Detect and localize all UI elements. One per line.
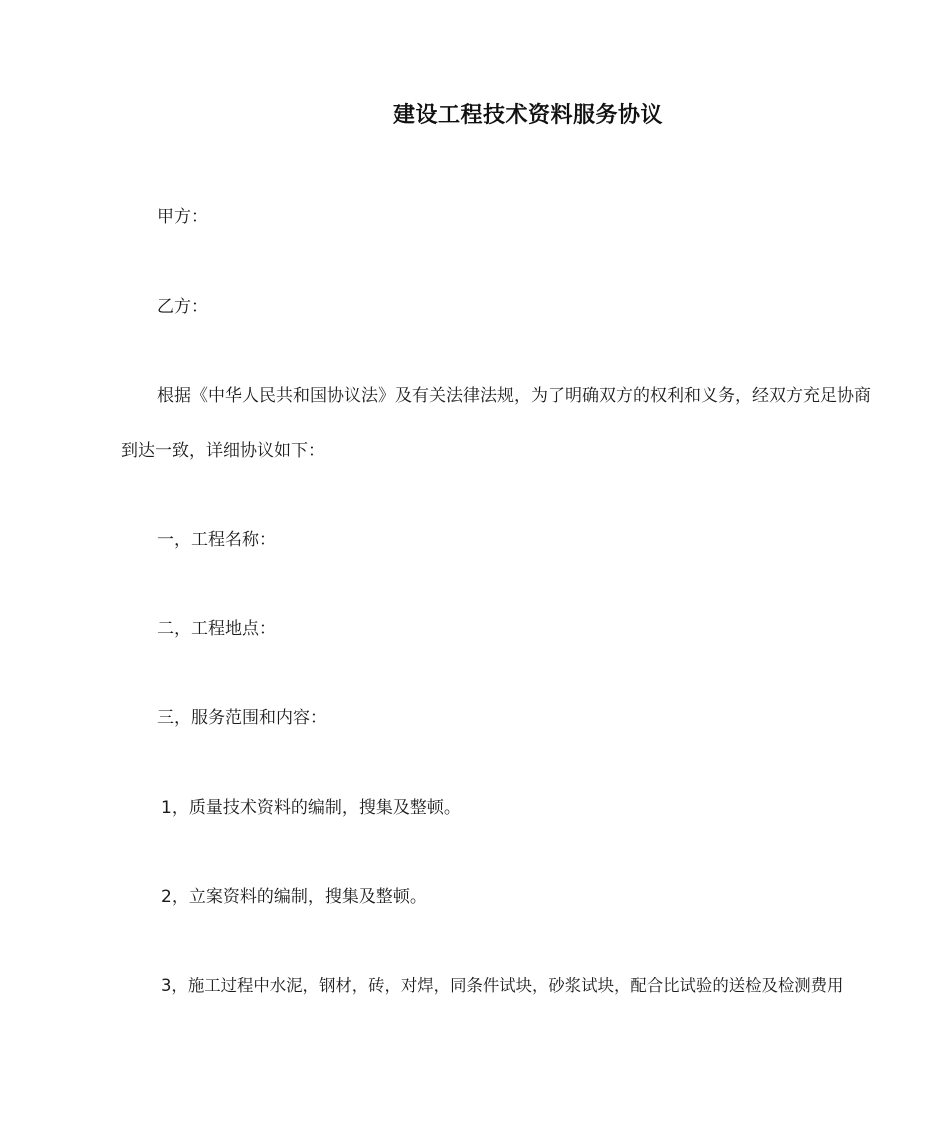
party-a-label: 甲方： bbox=[157, 207, 208, 227]
document-title: 建设工程技术资料服务协议 bbox=[392, 103, 663, 128]
section-project-name: 一，工程名称： bbox=[157, 530, 276, 550]
section-service-scope: 三，服务范围和内容： bbox=[157, 708, 327, 728]
list-item: 3，施工过程中水泥，钢材，砖，对焊，同条件试块，砂浆试块，配合比试验的送检及检测费用 bbox=[161, 976, 844, 995]
preamble-line-2: 到达一致，详细协议如下： bbox=[121, 441, 325, 461]
section-project-location: 二，工程地点： bbox=[157, 619, 276, 639]
list-item: 2，立案资料的编制，搜集及整顿。 bbox=[161, 887, 427, 907]
preamble-line-1: 根据《中华人民共和国协议法》及有关法律法规，为了明确双方的权利和义务，经双方充足协商 bbox=[157, 386, 871, 406]
list-item: 1，质量技术资料的编制，搜集及整顿。 bbox=[161, 798, 461, 818]
party-b-label: 乙方： bbox=[157, 297, 208, 317]
